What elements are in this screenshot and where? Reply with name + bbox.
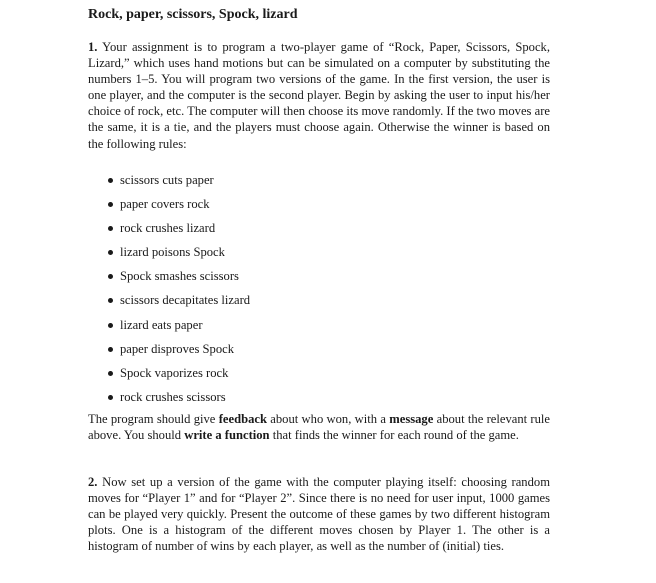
rule-text: paper covers rock xyxy=(120,197,210,212)
bullet-icon xyxy=(108,395,113,400)
rule-item xyxy=(108,196,250,220)
bullet-icon xyxy=(108,371,113,376)
rule-item xyxy=(108,220,250,244)
rule-item xyxy=(108,341,250,365)
rule-item xyxy=(108,292,250,316)
bullet-icon xyxy=(108,202,113,207)
section-1-intro xyxy=(88,39,550,152)
rule-text: scissors decapitates lizard xyxy=(120,293,251,308)
followup-text: that finds the winner for each round of the game. xyxy=(269,428,519,443)
rule-text: lizard poisons Spock xyxy=(120,245,225,260)
followup-text: about who won, with a xyxy=(266,412,390,426)
followup-emphasis-function: write a function xyxy=(184,428,270,443)
rule-item xyxy=(108,268,250,292)
section-1-number: 1. xyxy=(88,40,98,54)
bullet-icon xyxy=(108,274,113,279)
rule-item xyxy=(108,389,250,413)
followup-emphasis-feedback: feedback xyxy=(218,412,267,426)
section-2 xyxy=(88,474,550,554)
rule-item xyxy=(108,317,250,341)
rule-item xyxy=(108,172,250,196)
rule-item xyxy=(108,365,250,389)
rule-text: lizard eats paper xyxy=(120,317,203,332)
bullet-icon xyxy=(108,178,113,183)
bullet-icon xyxy=(108,250,113,255)
rule-text: rock crushes lizard xyxy=(120,221,216,236)
rule-text: Spock smashes scissors xyxy=(120,269,239,284)
document-title: Rock, paper, scissors, Spock, lizard xyxy=(88,7,298,22)
section-1-intro-text: Your assignment is to program a two-player game of “Rock, Paper, Scissors, Spock, Lizard,” which uses hand motions but can be simulated on a computer by substituting the numbers 1–5. You will program two versions of the game. In the first version, the user is one player, and the computer is the second player. Begin by asking the user to input his/her choice of rock, etc. The computer will then choose its move randomly. If the two moves are the same, it is a tie, and the players must choose again. Otherwise the winner is based on the following rules: xyxy=(88,40,550,151)
rule-item xyxy=(108,244,250,268)
rule-text: paper disproves Spock xyxy=(120,341,235,356)
section-1-followup xyxy=(88,411,550,443)
rules-list xyxy=(108,172,250,413)
rule-text: rock crushes scissors xyxy=(120,389,226,404)
bullet-icon xyxy=(108,298,113,303)
rule-text: Spock vaporizes rock xyxy=(120,365,229,380)
bullet-icon xyxy=(108,323,113,328)
followup-text: The program should give xyxy=(88,412,219,426)
bullet-icon xyxy=(108,226,113,231)
followup-text: about the relevant rule above. You should xyxy=(88,412,551,443)
rule-text: scissors cuts paper xyxy=(120,173,214,187)
section-2-number: 2. xyxy=(88,475,98,489)
followup-emphasis-message: message xyxy=(389,412,434,426)
bullet-icon xyxy=(108,347,113,352)
section-2-text: Now set up a version of the game with the computer playing itself: choosing random moves for “Player 1” and for “Player 2”. Since there is no need for user input, 1000 games can be played very quickly. Present the outcome of these games by two different histogram plots. One is a histogram of the different moves chosen by Player 1. The other is a histogram of number of wins by each player, as well as the number of (initial) ties. xyxy=(88,475,550,554)
